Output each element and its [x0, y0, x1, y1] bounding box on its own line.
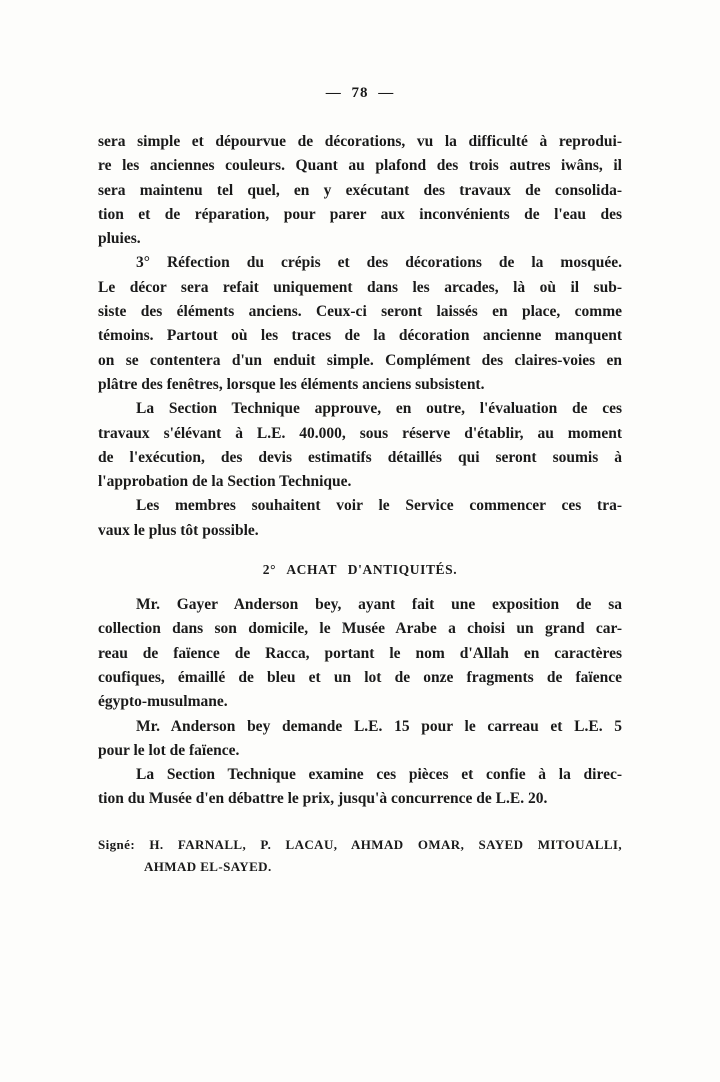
text-line: tion et de réparation, pour parer aux inconvénients de l'eau des [98, 205, 622, 223]
paragraph [98, 251, 622, 397]
section-heading: 2° ACHAT D'ANTIQUITÉS. [262, 562, 458, 578]
text-line: La Section Technique examine ces pièces et confie à la direc- [136, 766, 622, 784]
text-line: pour le lot de faïence. [98, 741, 240, 759]
text-line: tion du Musée d'en débattre le prix, jusqu'à concurrence de L.E. 20. [98, 790, 548, 808]
text-line: sera maintenu tel quel, en y exécutant des travaux de consolida- [98, 181, 622, 199]
text-line: Le décor sera refait uniquement dans les arcades, là où il sub- [98, 278, 622, 296]
text-line: sera simple et dépourvue de décorations, vu la difficulté à reprodui- [98, 133, 622, 150]
signature-line: Signé: H. FARNALL, P. LACAU, AHMAD OMAR, SAYED MITOUALLI, [98, 836, 622, 852]
text-line: collection dans son domicile, le Musée Arabe a choisi un grand car- [98, 620, 622, 638]
text-line: pluies. [98, 230, 141, 248]
text-line: La Section Technique approuve, en outre, l'évaluation de ces [136, 400, 622, 418]
text-line: Mr. Gayer Anderson bey, ayant fait une exposition de sa [136, 596, 622, 614]
text-line: reau de faïence de Racca, portant le nom d'Allah en caractères [98, 644, 622, 662]
text-line: 3° Réfection du crépis et des décorations de la mosquée. [136, 254, 622, 272]
text-line: on se contentera d'un enduit simple. Complément des claires-voies en [98, 351, 622, 369]
page-number: — 78 — [325, 85, 395, 101]
paragraph [98, 130, 622, 251]
text-line: re les anciennes couleurs. Quant au plafond des trois autres iwâns, il [98, 157, 622, 175]
signature-block [98, 834, 622, 879]
text-line: témoins. Partout où les traces de la décoration ancienne manquent [98, 327, 622, 345]
signature-line: AHMAD EL-SAYED. [144, 859, 272, 875]
paragraph [98, 397, 622, 494]
paragraph [98, 494, 622, 543]
text-line: plâtre des fenêtres, lorsque les éléments anciens subsistent. [98, 375, 485, 393]
text-line: Mr. Anderson bey demande L.E. 15 pour le carreau et L.E. 5 [136, 717, 622, 735]
text-line: vaux le plus tôt possible. [98, 521, 259, 539]
text-line: égypto-musulmane. [98, 693, 228, 711]
paragraph [98, 763, 622, 812]
text-line: Les membres souhaitent voir le Service commencer ces tra- [136, 497, 622, 515]
paragraph [98, 593, 622, 714]
text-line: travaux s'élévant à L.E. 40.000, sous réserve d'établir, au moment [98, 424, 622, 442]
text-block [98, 130, 622, 879]
text-line: siste des éléments anciens. Ceux-ci seront laissés en place, comme [98, 303, 622, 321]
text-line: de l'exécution, des devis estimatifs détaillés qui seront soumis à [98, 448, 622, 466]
paragraph [98, 715, 622, 764]
text-line: coufiques, émaillé de bleu et un lot de onze fragments de faïence [98, 668, 622, 686]
text-line: l'approbation de la Section Technique. [98, 473, 352, 491]
